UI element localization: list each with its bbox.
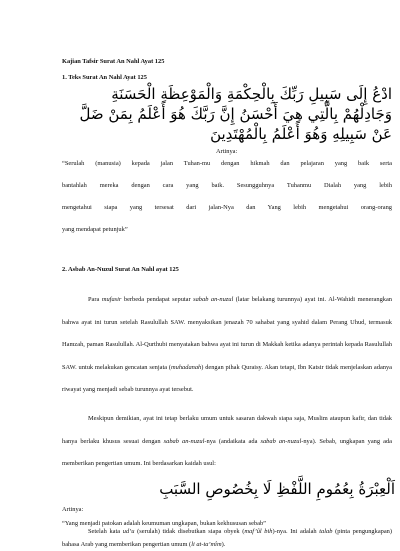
- paragraph-3: [62, 525, 392, 551]
- para1-text: (latar belakang turunnya) ayat ini. Al-Wahidi menerangkan bahwa ayat ini turun setelah Rasulullah SAW. menyaksikan jenazah 70 sahabat yang syahid dalam Perang Uhud, termasuk Hamzah, paman Rasulullah. Al-Qurthubi menyatakan bahwa ayat ini turun di Makkah ketika adanya perintah kepada Rasulullah SAW. untuk melakukan gencatan senjata (: [62, 296, 393, 371]
- section-1-heading: 1. Teks Surat An Nahl Ayat 125: [62, 74, 147, 81]
- para3-term-talab: talab: [319, 528, 333, 535]
- paragraph-1: [62, 289, 392, 402]
- translation-line-3: mengetahui siapa yang tersesat dari jalan-Nya dan Yang lebih mengetahui orang-orang: [62, 204, 392, 211]
- para3-term-udu: ud’u: [122, 528, 135, 535]
- translation-line-4: yang mendapat petunjuk”: [62, 226, 128, 233]
- section-2-heading: 2. Asbab An-Nuzul Surat An Nahl ayat 125: [62, 266, 179, 273]
- artinya-label: Artinya:: [216, 148, 238, 155]
- para3-term-mafulbih: maf’ûl bih: [244, 528, 273, 535]
- para1-term-muhadanah: muhadanah: [171, 363, 202, 371]
- para1-term-mufasir: mufasir: [101, 296, 122, 303]
- para2-term-sabab: sabab an-nuzul-: [163, 437, 207, 445]
- doc-title: Kajian Tafsir Surat An Nahl Ayat 125: [62, 58, 165, 65]
- para1-text: Para: [88, 296, 102, 303]
- para1-term-sabab: sabab an-nuzul: [193, 296, 234, 303]
- para2-term-sabab: sabab an-nuzul: [260, 437, 302, 445]
- artinya-label-2: Artinya:: [62, 506, 84, 513]
- para2-text: -nya). Sebab, ungkapan yang ada memberikan pengertian umum. Ini berdasarkan kaidah usul:: [62, 437, 393, 467]
- para1-text: ) dengan pihak Quraisy. Akan tetapi, Ibn Katsir tidak menjelaskan adanya riwayat yang menjadi sebab turunnya ayat tersebut.: [62, 363, 393, 393]
- para3-term-litamim: li at-ta’mîm: [191, 541, 222, 548]
- rule-translation: “Yang menjadi patokan adalah keumuman ungkapan, bukan kekhususan sebab”: [62, 520, 266, 527]
- arabic-verse: ادْعُ إِلَى سَبِيلِ رَبِّكَ بِالْحِكْمَةِ وَالْمَوْعِظَةِ الْحَسَنَةِ وَجَادِلْهُمْ بِالَّتِي هِيَ أَحْسَنُ إِنَّ رَبَّكَ هُوَ أَعْلَمُ بِمَنْ ضَلَّ عَنْ سَبِيلِهِ وَهُوَ أَعْلَمُ بِالْمُهْتَدِينَ: [79, 85, 392, 143]
- para3-text: (pinta pengungkapan) bahasa Arab yang memberikan pengertian umum (: [62, 528, 393, 548]
- para3-text: (serulah) tidak disebutkan siapa obyek (: [134, 528, 245, 535]
- translation-line-2: bantahlah mereka dengan cara yang baik. Sesungguhnya Tuhanmu Dialah yang lebih: [62, 182, 392, 189]
- arabic-rule: اَلْعِبْرَةُ بِعُمُومِ اللَّفْظِ لَا بِخُصُوصِ السَّبَبِ: [159, 480, 395, 498]
- para2-text: nya (andaikata ada: [206, 437, 261, 445]
- translation-line-1: “Serulah (manusia) kepada jalan Tuhan-mu dengan hikmah dan pelajaran yang baik serta: [62, 160, 392, 167]
- para3-text: Setelah kata: [88, 528, 123, 535]
- para1-text: berbeda pendapat seputar: [121, 296, 194, 303]
- para2-text: Meskipun demikian, ayat ini tetap berlaku umum untuk sasaran dakwah siapa saja, Muslim ataupun kafir, dan tidak hanya berlaku khusus sesuai dengan: [62, 415, 392, 445]
- para3-text: )-nya. Ini adalah: [272, 528, 320, 535]
- paragraph-2: [62, 408, 392, 476]
- para3-text: ).: [221, 541, 226, 548]
